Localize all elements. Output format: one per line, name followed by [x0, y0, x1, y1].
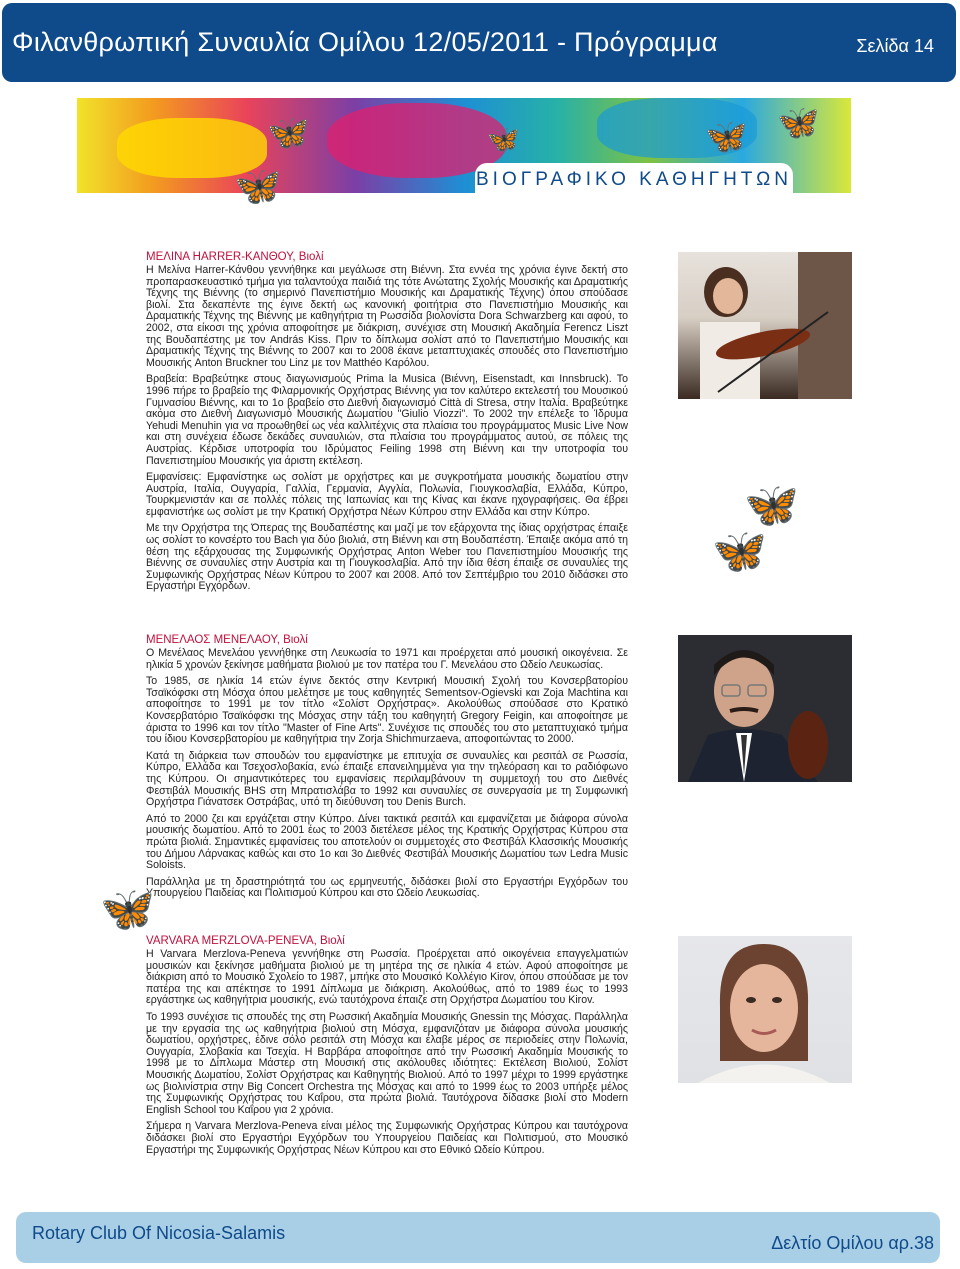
- butterfly-icon: 🦋: [267, 114, 310, 152]
- portrait-photo: [678, 635, 852, 782]
- butterfly-icon: 🦋: [234, 166, 282, 208]
- bio-paragraph: Εμφανίσεις: Εμφανίστηκε ως σολίστ με ορχήστρες και με συγκροτήματα μουσικής δωματίου στην Αυστρία, Ιταλία, Ουγγαρία, Γαλλία, Γερμανία, Αγγλία, Πολωνία, Γιουγκοσλαβία, Ελλάδα, Κύπρο, Τουρκμενιστάν και σε πολλές πόλεις της Ιαπωνίας και της Κίνας και έκανε ηχογραφήσεις. Θα έβρει εμφανιστήκε ως σολίστ με την Κρατική Ορχήστρα Νέων Κύπρου στην Ελλάδα και στην Κύπρο.: [146, 471, 628, 518]
- section-banner: [77, 98, 851, 193]
- bio-paragraph: Σήμερα η Varvara Merzlova-Peneva είναι μέλος της Συμφωνικής Ορχήστρας Κύπρου και ταυτόχρονα διδάσκει βιολί στο Εργαστήρι Εγχόρδων του Υπουργείου Παιδείας και Πολιτισμού, στο Μουσικό Εργαστήρι της Συμφωνικής Ορχήστρας Νέων Κύπρου και στο Εθνικό Ωδείο Κύπρου.: [146, 1120, 628, 1156]
- bio-paragraph: Παράλληλα με τη δραστηριότητά του ως ερμηνευτής, διδάσκει βιολί στο Εργαστήρι Εγχόρδων του Υπουργείου Παιδείας και Πολιτισμού Κύπρου και στο Ωδείο Λευκωσίας.: [146, 875, 628, 900]
- page-header: [2, 3, 956, 82]
- bio-varvara: [146, 935, 628, 1161]
- violinist-photo: [678, 252, 852, 399]
- page-title: Φιλανθρωπική Συναυλία Ομίλου 12/05/2011 - Πρόγραμμα: [12, 27, 718, 57]
- bio-name: ΜΕΛΙΝΑ HARRER-ΚΑΝΘΟΥ, Βιολί: [146, 251, 324, 263]
- section-heading: ΒΙΟΓΡΑΦΙΚΟ ΚΑΘΗΓΗΤΩΝ: [475, 163, 793, 193]
- bio-paragraph: Βραβεία: Βραβεύτηκε στους διαγωνισμούς Prima la Musica (Βιέννη, Eisenstadt, και Innsbruck). Το 1996 πήρε το βραβείο της Φιλαρμονικής Ορχήστρας Βιέννης για τον καλύτερο εκτελεστή του Μουσικού Γυμνασίου Βιέννης, και το 1ο βραβείο στο Διεθνή διαγωνισμό Città di Stresa, στην Ιταλία. Βραβεύτηκε ακόμα στο Διεθνή Διαγωνισμό Μουσικής Δωματίου "Giulio Viozzi". Το 2002 την επέλεξε το Ίδρυμα Yehudi Menuhin για να προωθηθεί ως νέα καλλιτέχνις στα πλαίσια του προγράμματος Music Live Now και στη συνέχεια έδωσε δεκάδες συναυλιών, στα πλαίσια του προγράμματος αυτού, σε πόλεις της Αυστρίας. Κέρδισε υποτροφία του Ιδρύματος Feiling 1998 στη Βιέννη και την υποτροφία του Πανεπιστημίου Μουσικής για άριστη εκτέλεση.: [146, 373, 628, 467]
- bio-paragraph: Το 1985, σε ηλικία 14 ετών έγινε δεκτός στην Κεντρική Μουσική Σχολή του Κονσερβατορίου Τσαϊκόφσκι στη Μόσχα όπου μελέτησε με τους καθηγητές Sementsov-Ogievski και Zoja Machtina και αποφοίτησε το 1991 με τον τίτλο «Σολίστ Ορχήστρας». Ακολούθως σπούδασε στο Κρατικό Κονσερβατόριο Τσαϊκόφσκι της Μόσχας στην τάξη του καθηγητή Gregory Feigin, και αποφοίτησε με άριστα το 1996 και τον τίτλο "Master of Fine Arts". Συνέχισε τις σπουδές του στο μεταπτυχιακό τμήμα του ίδιου Κονσερβατορίου με καθηγήτρια την Zorja Shichmurzaeva, αποφοιτώντας το 2000.: [146, 675, 628, 746]
- butterfly-icon: 🦋: [100, 885, 155, 934]
- portrait-photo: [678, 936, 852, 1083]
- bio-name: VARVARA MERZLOVA-PENEVA, Βιολί: [146, 935, 345, 947]
- butterfly-icon: 🦋: [712, 527, 767, 576]
- bio-paragraph: Η Varvara Merzlova-Peneva γεννήθηκε στη Ρωσσία. Προέρχεται από οικογένεια επαγγελματιών μουσικών και ξεκίνησε μαθήματα βιολιού με τη μητέρα της σε ηλικία 4 ετών. Αφού αποφοίτησε με διάκριση από το Μουσικό Σχολείο το 1987, μπήκε στο Μουσικό Κολλέγιο Kirov, όπου σπούδασε με τον πατέρα της και απέκτησε το 1991 Δίπλωμα με διάκριση. Ακολούθως, από το 1989 έως το 1993 εργάστηκε ως καθηγήτρια μουσικής, ενώ ταυτόχρονα έπαιζε στη Ορχήστρα Δωματίου του Kirov.: [146, 948, 628, 1007]
- page-footer: [16, 1212, 940, 1263]
- butterfly-icon: 🦋: [487, 124, 520, 154]
- violinist-photo: [678, 936, 852, 1083]
- bio-paragraph: Με την Ορχήστρα της Όπερας της Βουδαπέστης και μαζί με τον εξάρχοντα της ίδιας ορχήστρας έπαιξε ως σολίστ το κονσέρτο του Bach για δύο βιολιά, στη Βιέννη και στη Βουδαπέστη. Έπαιξε ακόμα από τη θέση της εξάρχουσας της Συμφωνικής Ορχήστρας Anton Weber του Πανεπιστημίου Μουσικής της Βιέννης σε συναυλίες στην Αυστρία και τη Γιουγκοσλαβία. Από την ίδια θέση έπαιξε σε συναυλίες της Συμφωνικής Ορχήστρας Νέων Κύπρου το 2007 και 2008. Από τον Σεπτέμβριο του 2010 διδάσκει στο Εργαστήρι Εγχόρδων.: [146, 522, 628, 593]
- butterfly-icon: 🦋: [744, 481, 799, 530]
- bio-paragraph: Κατά τη διάρκεια των σπουδών του εμφανίστηκε με επιτυχία σε συναυλίες και ρεσιτάλ σε Ρωσσία, Κύπρο, Ελλάδα και Τσεχοσλοβακία, ενώ έπαιξε επανειλημμένα για την τηλεόραση και το ραδιόφωνο της Κύπρου. Οι σημαντικότερες του εμφανίσεις περιλαμβάνουν τη συμμετοχή του στο Διεθνές Φεστιβάλ Μουσικής BHS στη Μπρατισλάβα το 1992 και συναυλίες σε συνεργασία με τη Συμφωνική Ορχήστρα Γιάνατσεκ Οστράβας, υπό τη διεύθυνση του Denis Burch.: [146, 749, 628, 809]
- page-number: Σελίδα 14: [856, 36, 934, 56]
- newsletter-issue: Δελτίο Ομίλου αρ.38: [771, 1233, 934, 1253]
- butterfly-icon: 🦋: [705, 118, 748, 156]
- bio-paragraph: Ο Μενέλαος Μενελάου γεννήθηκε στη Λευκωσία το 1971 και προέρχεται από μουσική οικογένεια. Σε ηλικία 5 χρονών ξεκίνησε μαθήματα βιολιού με τον πατέρα του Γ. Μενελάου στο Ωδείο Λευκωσίας.: [146, 647, 628, 671]
- bio-name: ΜΕΝΕΛΑΟΣ ΜΕΝΕΛΑΟΥ, Βιολί: [146, 634, 308, 646]
- bio-paragraph: Η Μελίνα Harrer-Κάνθου γεννήθηκε και μεγάλωσε στη Βιέννη. Στα εννέα της χρόνια έγινε δεκτή στο προπαρασκευαστικό τμήμα για ταλαντούχα παιδιά της τότε Ανώτατης Σχολής Μουσικής και Δραματικής Τέχνης της Βιέννης (το σημερινό Πανεπιστήμιο Μουσικής και Δραματικής Τέχνης) όπου σπούδασε βιολί. Στα δεκαπέντε της έγινε δεκτή ως κανονική φοιτήτρια στο Πανεπιστήμιο Μουσικής και Δραματικής Τέχνης της Βιέννης με καθηγήτρια τη Ρωσσίδα βιολονίστα Dora Schwarzberg και αφού, το 2002, στα είκοσι της χρόνια αποφοίτησε με διάκριση, συνέχισε στη Μουσική Ακαδημία Ferencz Liszt της Βουδαπέστης με τον András Kiss. Πριν το δίπλωμα σολίστ από το Πανεπιστήμιο Μουσικής και Δραματικής Τέχνης της Βιέννης το 2007 και το 2008 έκανε μεταπτυχιακές σπουδές στο Πανεπιστήμιο Μουσικής Anton Bruckner του Linz με τον Matthéo Καρόλου.: [146, 264, 628, 369]
- bio-melina: [146, 251, 628, 598]
- butterfly-icon: 🦋: [777, 104, 820, 142]
- violinist-photo: [678, 635, 852, 782]
- club-name: Rotary Club Of Nicosia-Salamis: [32, 1223, 286, 1243]
- portrait-photo: [678, 252, 852, 399]
- bio-menelaos: [146, 634, 628, 905]
- bio-paragraph: Από το 2000 ζει και εργάζεται στην Κύπρο. Δίνει τακτικά ρεσιτάλ και εμφανίζεται με διάφορα σύνολα μουσικής δωματίου. Από το 2001 έως το 2003 διετέλεσε μέλος της Κρατικής Ορχήστρας Κύπρου στα πρώτα βιολιά. Σημαντικές εμφανίσεις του αποτελούν οι συμμετοχές στο Φεστιβάλ Κλασσικής Μουσικής του Δήμου Λάρνακας καθώς και στο 1ο και 3ο Διεθνές Φεστιβάλ Μουσικής Δωματίου των Ledra Music Soloists.: [146, 812, 628, 872]
- bio-paragraph: Το 1993 συνέχισε τις σπουδές της στη Ρωσσική Ακαδημία Μουσικής Gnessin της Μόσχας. Παράλληλα με την εργασία της ως καθηγήτρια βιολιού στη Μόσχα, εμφανιζόταν με διάφορα σύνολα μουσικής δωματίου, ορχήστρες, έδινε σόλο ρεσιτάλ στη Μόσχα και έλαβε μέρος σε περιοδείες στην Πολωνία, Ουγγαρία, Σλοβακία και Τσεχία. Η Βαρβάρα αποφοίτησε από την Ρωσσική Ακαδημία Μουσικής το 1998 με το Δίπλωμα Μάστερ στη Μουσική στις ακόλουθες ιδιότητες: Εκτέλεση Βιολιού, Σολίστ Μουσικής Δωματίου, Σολίστ Ορχήστρας και Καθηγητής Βιολιού. Από το 1997 μέχρι το 1999 εργάστηκε ως βιολινίστρια στην Big Concert Orchestra της Μόσχας και από το 1999 έως το 2003 υπήρξε μέλος της Συμφωνικής Ορχήστρας του Καΐρου, στα πρώτα βιολιά. Ταυτόχρονα δίδασκε βιολί στο Modern English School του Καΐρου για 2 χρόνια.: [146, 1010, 628, 1116]
